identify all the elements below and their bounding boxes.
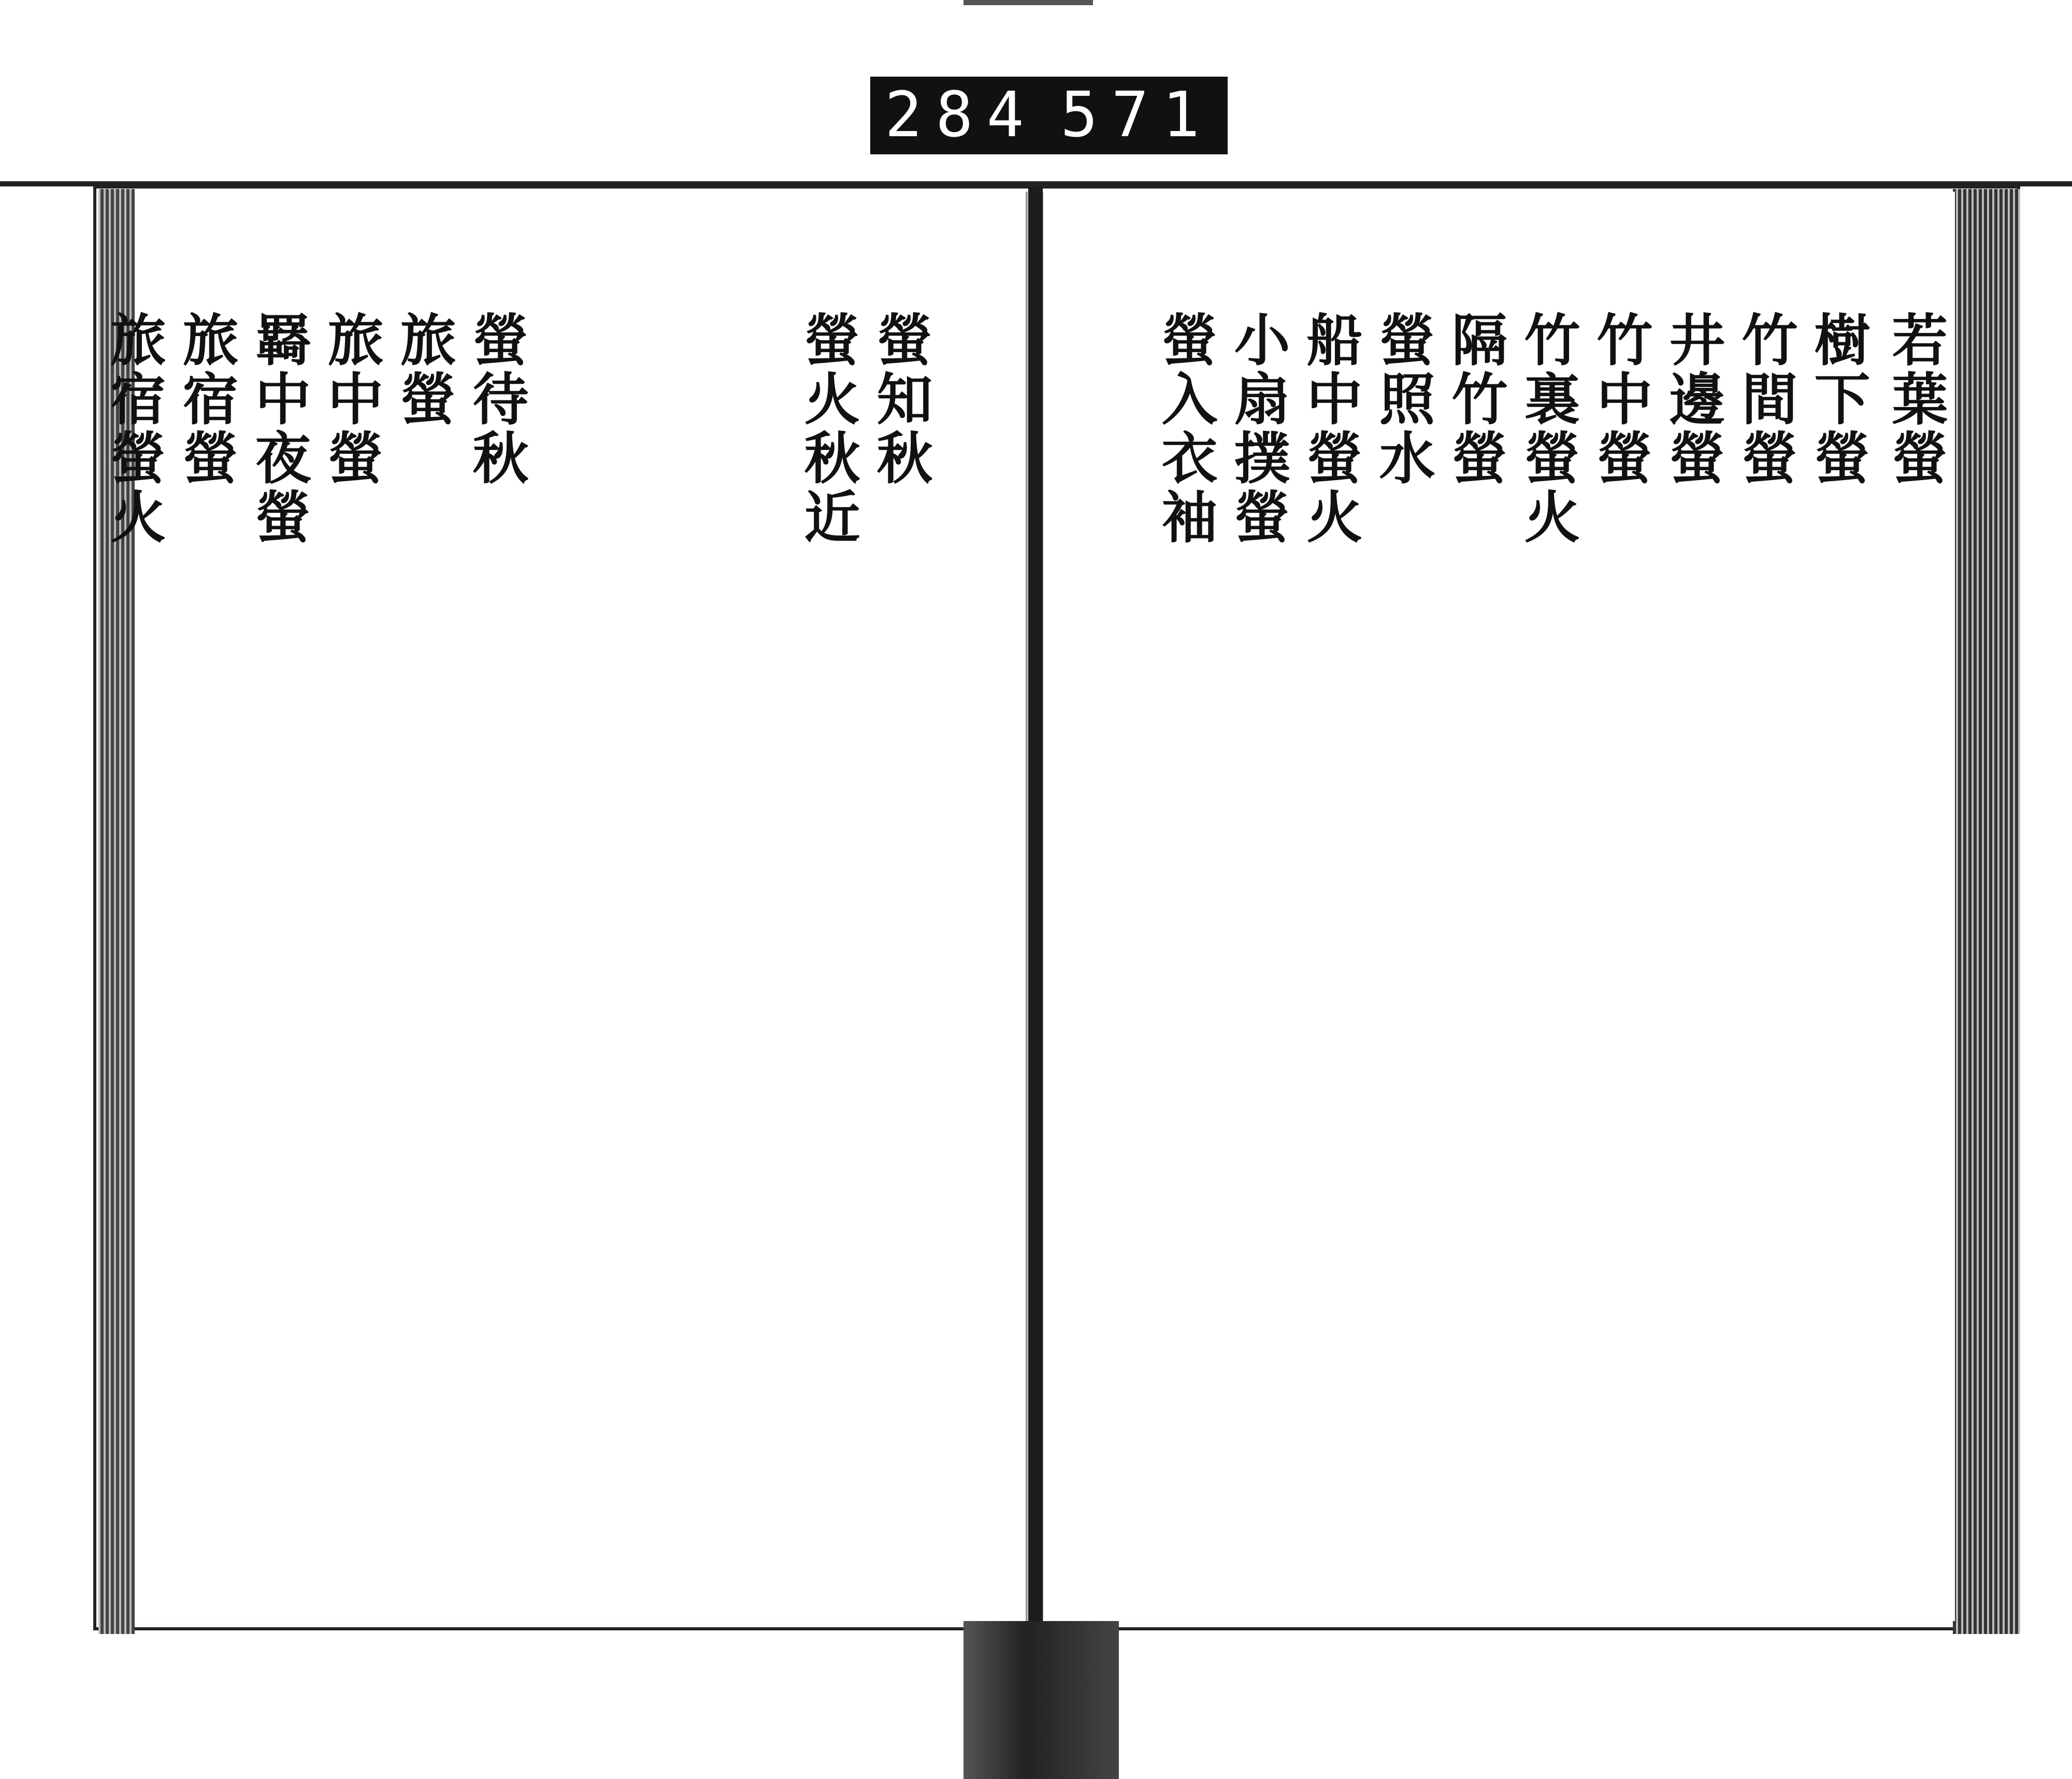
poem-title: 旅中螢 bbox=[318, 311, 383, 488]
poem-title: 螢照水 bbox=[1370, 311, 1435, 488]
spine-top-edge bbox=[963, 0, 1093, 5]
poem-title: 隔竹螢 bbox=[1442, 311, 1507, 488]
poem-title: 若葉螢 bbox=[1882, 311, 1948, 488]
poem-title: 旅宿螢 bbox=[173, 311, 238, 488]
poem-title: 螢入衣袖 bbox=[1152, 311, 1217, 547]
catalog-number-left: 284 bbox=[885, 79, 1038, 151]
catalog-label bbox=[870, 77, 1228, 154]
poem-title: 竹中螢 bbox=[1587, 311, 1652, 488]
poem-title: 船中螢火 bbox=[1297, 311, 1362, 547]
poem-title: 旅宿螢火 bbox=[100, 311, 166, 547]
page-edges-right bbox=[1953, 189, 2020, 1634]
poem-title: 螢火秋近 bbox=[795, 311, 860, 547]
spine-bottom bbox=[963, 1621, 1119, 1779]
poem-title: 竹間螢 bbox=[1732, 311, 1797, 488]
catalog-number-right: 571 bbox=[1060, 79, 1213, 151]
poem-title: 樹下螢 bbox=[1805, 311, 1870, 488]
poem-title: 螢待秋 bbox=[463, 311, 528, 488]
poem-title: 羇中夜螢 bbox=[246, 311, 311, 547]
poem-title: 旅螢 bbox=[391, 311, 456, 429]
poem-title: 井邊螢 bbox=[1660, 311, 1725, 488]
poem-title: 小扇撲螢 bbox=[1225, 311, 1290, 547]
book-gutter bbox=[1028, 186, 1043, 1637]
poem-title: 螢知秋 bbox=[867, 311, 932, 488]
poem-title: 竹裏螢火 bbox=[1515, 311, 1580, 547]
